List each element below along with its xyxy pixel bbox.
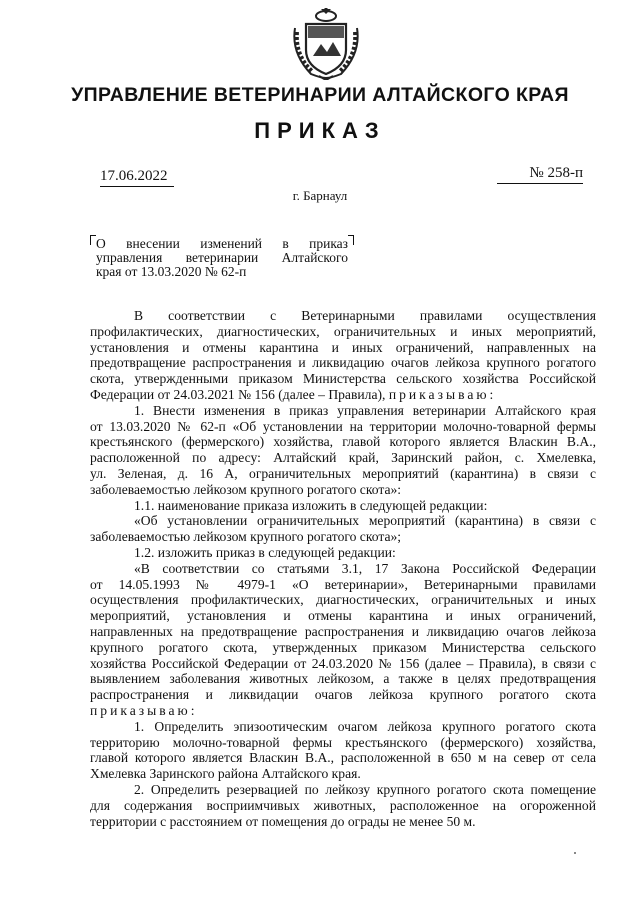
body-line: 2. Определить резервацией по лейкозу крупного рогатого скота помещение xyxy=(134,781,596,797)
body-line: территории с расстоянием от помещения до ограды не менее 50 м. xyxy=(90,813,476,829)
body-line: Хмелевка Заринского района Алтайского края. xyxy=(90,766,361,782)
body-line: установления и отмены карантина и иных ограничений, направленных на xyxy=(90,339,596,355)
body-line: крестьянского (фермерского) хозяйства, главой которого является Власкин В.А., xyxy=(90,434,596,450)
body-line: осуществления профилактических, диагностических, ограничительных и иных xyxy=(90,592,596,608)
body-line: распространения и ликвидации очагов лейкоза крупного рогатого скота xyxy=(90,687,596,703)
body-line: В соответствии с Ветеринарными правилами осуществления xyxy=(134,308,596,323)
subject-line: края от 13.03.2020 № 62-п xyxy=(96,264,247,279)
document-date: 17.06.2022 xyxy=(100,168,174,187)
body-line: от 14.05.1993 № 4979-1 «О ветеринарии», Ветеринарными правилами xyxy=(90,576,596,592)
body-line: хозяйства Российской Федерации от 24.03.2020 № 156 (далее – Правила), в связи с xyxy=(90,655,596,671)
coat-of-arms-icon xyxy=(291,8,361,80)
body-line: заболеваемостью лейкозом крупного рогатого скота»; xyxy=(90,529,402,545)
subject-corner-right xyxy=(348,235,354,245)
body-line: предотвращение распространения и ликвидацию очагов лейкоза крупного рогатого xyxy=(90,355,596,371)
body-line xyxy=(90,387,596,403)
body-line: ул. Зеленая, д. 16 А, ограничительных мероприятий (карантина) в связи с xyxy=(90,465,596,481)
body-line: для содержания восприимчивых животных, расположенное на огороженной xyxy=(90,797,596,813)
document-type-title: ПРИКАЗ xyxy=(254,118,386,143)
scan-speck xyxy=(574,852,576,854)
body-line: заболеваемостью лейкозом крупного рогатого скота»: xyxy=(90,481,402,497)
document-subject xyxy=(96,237,348,279)
body-line: мероприятий, установления и отмены карантина и иных ограничений, xyxy=(90,608,596,624)
body-line: расположенной по адресу: Алтайский край, Заринский район, с. Хмелевка, xyxy=(90,450,596,466)
document-body xyxy=(90,308,596,829)
body-line: скота, утвержденными приказом Министерства сельского хозяйства Российской xyxy=(90,371,596,387)
document-city: г. Барнаул xyxy=(292,188,348,203)
document-number: № 258-п xyxy=(497,165,583,184)
body-line-text: Федерации от 24.03.2021 № 156 (далее – Правила), xyxy=(90,386,386,402)
body-line: крупного рогатого скота, утвержденных приказом Министерства сельского xyxy=(90,639,596,655)
organization-title: УПРАВЛЕНИЕ ВЕТЕРИНАРИИ АЛТАЙСКОГО КРАЯ xyxy=(71,84,569,106)
body-line: 1.1. наименование приказа изложить в следующей редакции: xyxy=(134,497,488,513)
body-line: от 13.03.2020 № 62-п «Об установлении на территории молочно-товарной фермы xyxy=(90,418,596,434)
body-line: 1. Определить эпизоотическим очагом лейкоза крупного рогатого скота xyxy=(134,718,596,734)
body-line: главой которого является Власкин В.А., расположенной в 650 м на север от села xyxy=(90,750,596,766)
order-word: приказываю: xyxy=(388,386,497,402)
subject-line: О внесении изменений в приказ xyxy=(96,236,348,251)
body-line: территорию молочно-товарной фермы крестьянского (фермерского) хозяйства, xyxy=(90,734,596,750)
body-line: «В соответствии со статьями 3.1, 17 Закона Российской Федерации xyxy=(134,560,596,576)
body-line: направленных на предотвращение распространения и ликвидацию очагов лейкоза xyxy=(90,623,596,639)
body-line: «Об установлении ограничительных мероприятий (карантина) в связи с xyxy=(134,513,596,529)
subject-corner-left xyxy=(90,235,96,245)
subject-line: управления ветеринарии Алтайского xyxy=(96,250,348,265)
body-line: 1.2. изложить приказ в следующей редакции: xyxy=(134,544,396,560)
order-word: приказываю: xyxy=(90,702,198,718)
body-line: 1. Внести изменения в приказ управления ветеринарии Алтайского края xyxy=(134,402,596,418)
body-line: выявлением заболевания животных лейкозом, а также в целях предотвращения xyxy=(90,671,596,687)
body-line: профилактических, диагностических, ограничительных и иных мероприятий, xyxy=(90,323,596,339)
